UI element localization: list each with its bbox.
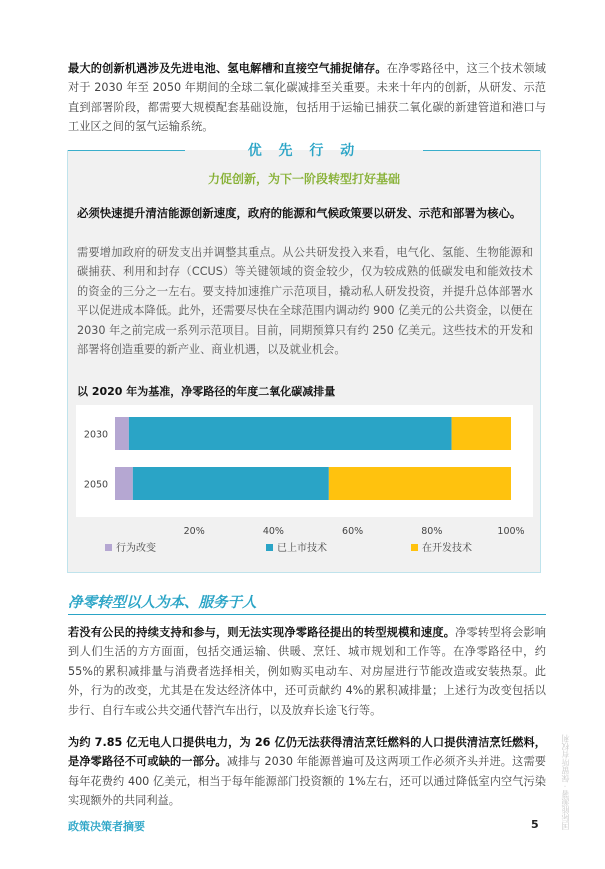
section-p2-lead: 为约 7.85 亿无电人口提供电力，为 26 亿仍无法获得清洁烹饪燃料的人口提供清洁烹饪燃料，是净零路径不可或缺的一部分。 (68, 736, 546, 769)
x-tick-label-3: 60% (342, 526, 364, 537)
intro-body: 在净零路径中，这三个技术领域对于 2030 年至 2050 年期间的全球二氧化碳减排至关重要。未来十年内的创新，从研发、示范直到部署阶段，都需要大规模配套基础设施，包括用于运输已捕获二氧化碳的新建管道和港口与工业区之间的氢气运输系统。 (68, 62, 546, 134)
x-tick-label-2: 40% (262, 526, 284, 537)
bar-2050-series-0 (115, 467, 133, 500)
footer-doc-title: 政策决策者摘要 (68, 820, 145, 833)
legend-swatch-2 (411, 544, 418, 551)
page-number: 5 (531, 818, 539, 831)
category-label-2030: 2030 (83, 429, 109, 441)
section-paragraph-1 (68, 623, 546, 720)
bar-2050-series-2 (329, 467, 511, 500)
bar-2050-series-1 (133, 467, 329, 500)
emissions-reduction-chart (68, 405, 540, 570)
legend-label-1: 已上市技术 (277, 543, 327, 554)
legend-label-2: 在开发技术 (422, 543, 472, 554)
box-lead: 必须快速提升清洁能源创新速度，政府的能源和气候政策要以研发、示范和部署为核心。 (77, 206, 522, 220)
bar-2030-series-1 (129, 417, 452, 450)
category-label-2050: 2050 (83, 479, 109, 491)
section-p2-body: 减排与 2030 年能源普遍可及这两项工作必须齐头并进。这需要每年花费约 400 亿美元，相当于每年能源部门投资额的 1%左右，还可以通过降低室内空气污染实现额外的共同利益。 (68, 755, 546, 808)
section-paragraph-2 (68, 733, 546, 811)
bar-2030-series-0 (115, 417, 129, 450)
box-body: 需要增加政府的研发支出并调整其重点。从公共研发投入来看，电气化、氢能、生物能源和碳捕获、利用和封存（CCUS）等关键领域的资金较少，仅为较成熟的低碳发电和能效技术的资金的三分之一左右。要支持加速推广示范项目，撬动私人研发投资，并提升总体部署水平以促进成本降低。此外，还需要尽快在全球范围内调动约 900 亿美元的公共资金，以便在 2030 年之前完成一系列示范项目。目前，同期预算只有约 250 亿美元。这些技术的开发和部署将创造重要的新产业、商业机遇，以及就业机会。 (77, 246, 533, 357)
legend-swatch-1 (266, 544, 273, 551)
intro-lead: 最大的创新机遇涉及先进电池、氢电解槽和直接空气捕捉储存。 (68, 62, 387, 75)
side-copyright-mark: 国际能源署 · 保留所有权利 (561, 734, 570, 830)
x-tick-label-4: 80% (421, 526, 443, 537)
section-title-rule (68, 614, 546, 615)
chart-title: 以 2020 年为基准，净零路径的年度二氧化碳减排量 (77, 385, 336, 398)
bar-2030-series-2 (452, 417, 511, 450)
box-title: 优 先 行 动 (247, 143, 361, 159)
x-tick-label-1: 20% (183, 526, 205, 537)
section-p1-lead: 若没有公民的持续支持和参与，则无法实现净零路径提出的转型规模和速度。 (68, 626, 456, 639)
legend-label-0: 行为改变 (116, 543, 156, 554)
intro-paragraph (68, 59, 546, 137)
x-tick-label-5: 100% (497, 526, 525, 537)
section-title: 净零转型以人为本、服务于人 (68, 595, 257, 611)
legend-swatch-0 (105, 544, 112, 551)
box-subtitle: 力促创新，为下一阶段转型打好基础 (207, 172, 400, 186)
priority-action-box (67, 143, 541, 573)
section-p1-body: 净零转型将会影响到人们生活的方方面面，包括交通运输、供暖、烹饪、城市规划和工作等。在净零路径中，约 55%的累积减排量与消费者选择相关，例如购买电动车、对房屋进行节能改造或安装热泵。此外，行为的改变，尤其是在发达经济体中，还可贡献约 4%的累积减排量；上述行为改变包括以步行、自行车或公共交通代替汽车出行，以及放弃长途飞行等。 (68, 626, 546, 717)
